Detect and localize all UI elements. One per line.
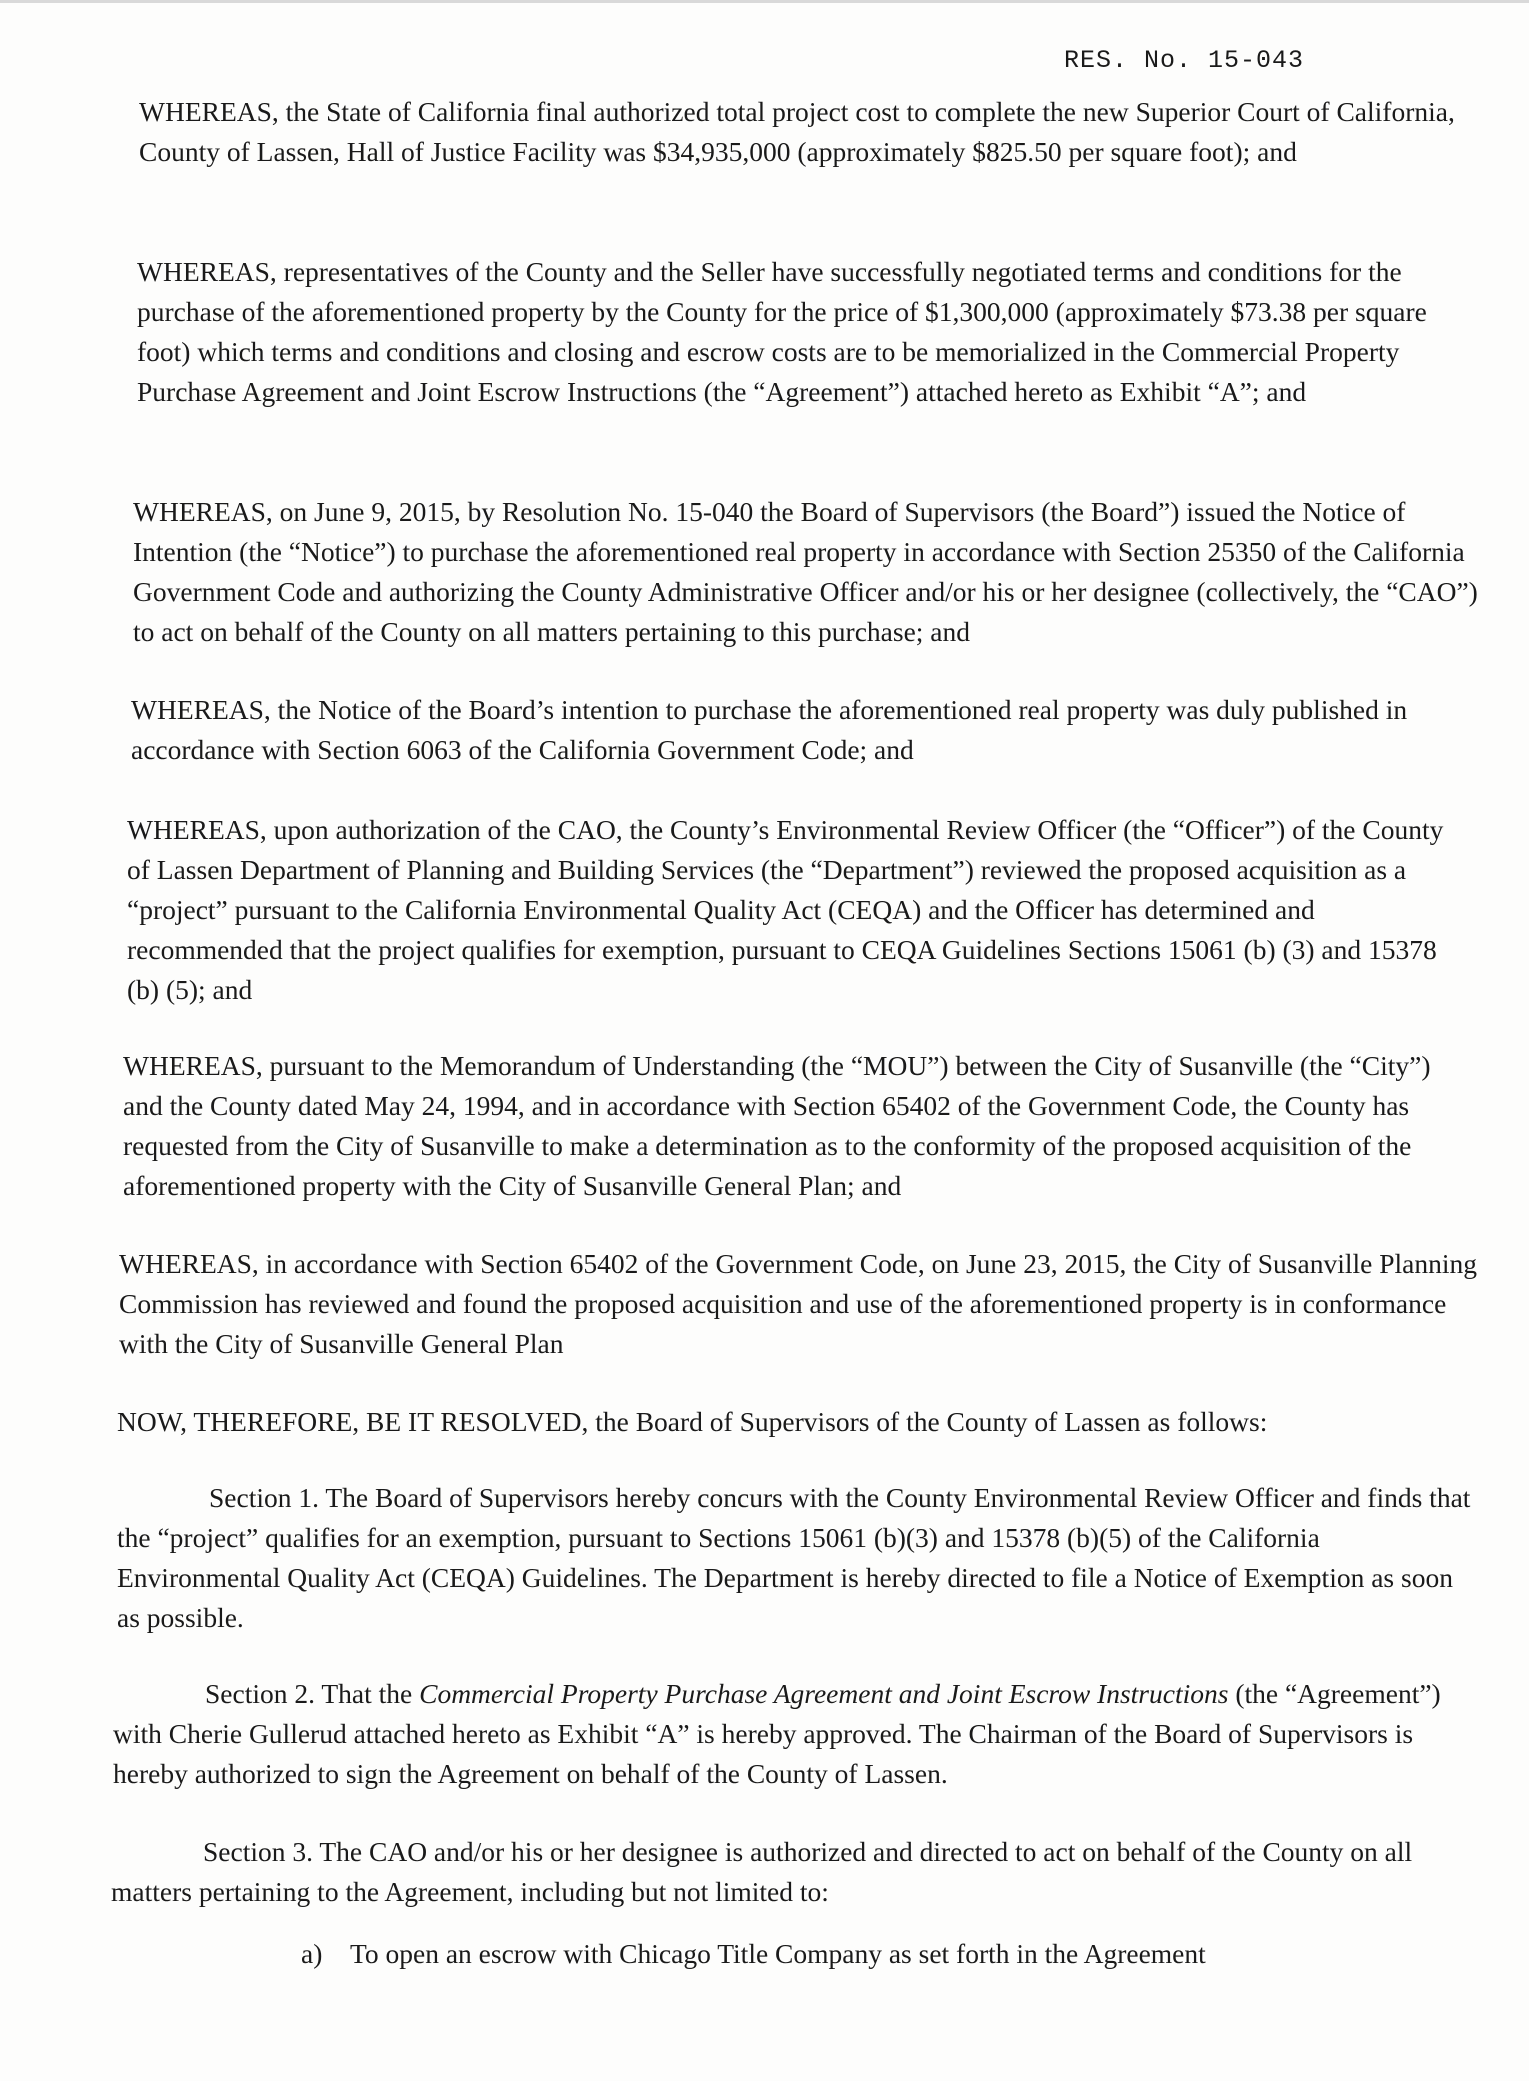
list-item-marker: a) xyxy=(301,1938,323,1969)
whereas-mou-conformity: WHEREAS, pursuant to the Memorandum of Understanding (the “MOU”) between the City of Susanville (the “City”) and the County dated May 24, 1994, and in accordance with Section 65402 of the Government Code, the County has requested from the City of Susanville to make a determination as to the conformity of the proposed acquisition of the aforementioned property with the City of Susanville General Plan; and xyxy=(123,1050,1431,1201)
list-item xyxy=(301,1934,1341,1974)
list-item-text: To open an escrow with Chicago Title Company as set forth in the Agreement xyxy=(350,1938,1206,1969)
whereas-notice-published: WHEREAS, the Notice of the Board’s intention to purchase the aforementioned real property was duly published in accordance with Section 6063 of the California Government Code; and xyxy=(131,694,1408,765)
resolution-number: RES. No. 15-043 xyxy=(1064,46,1305,75)
section-2-body: (the “Agreement”) with Cherie Gullerud attached hereto as Exhibit “A” is hereby approved. The Chairman of the Board of Supervisors is hereby authorized to sign the Agreement on behalf of the County of Lassen. xyxy=(113,1678,1441,1789)
section-1: Section 1. The Board of Supervisors hereby concurs with the County Environmental Review Officer and finds that the “project” qualifies for an exemption, pursuant to Sections 15061 (b)(3) and 15378 (b)(5) of the California Environmental Quality Act (CEQA) Guidelines. The Department is hereby directed to file a Notice of Exemption as soon as possible. xyxy=(117,1482,1471,1633)
whereas-planning-commission: WHEREAS, in accordance with Section 65402 of the Government Code, on June 23, 2015, the City of Susanville Planning Commission has reviewed and found the proposed acquisition and use of the aforementioned property is in conformance with the City of Susanville General Plan xyxy=(119,1248,1477,1359)
whereas-project-cost: WHEREAS, the State of California final authorized total project cost to complete the new Superior Court of California, County of Lassen, Hall of Justice Facility was $34,935,000 (approximately $825.50 per square foot); and xyxy=(139,96,1455,167)
section-2 xyxy=(113,1674,1473,1794)
now-therefore-resolved: NOW, THEREFORE, BE IT RESOLVED, the Board of Supervisors of the County of Lassen as follows: xyxy=(117,1406,1268,1437)
whereas-ceqa-review: WHEREAS, upon authorization of the CAO, the County’s Environmental Review Officer (the “Officer”) of the County of Lassen Department of Planning and Building Services (the “Department”) reviewed the proposed acquisition as a “project” pursuant to the California Environmental Quality Act (CEQA) and the Officer has determined and recommended that the project qualifies for exemption, pursuant to CEQA Guidelines Sections 15061 (b) (3) and 15378 (b) (5); and xyxy=(127,814,1444,1005)
whereas-notice-of-intention: WHEREAS, on June 9, 2015, by Resolution No. 15-040 the Board of Supervisors (the Board”) issued the Notice of Intention (the “Notice”) to purchase the aforementioned real property in accordance with Section 25350 of the California Government Code and authorizing the County Administrative Officer and/or his or her designee (collectively, the “CAO”) to act on behalf of the County on all matters pertaining to this purchase; and xyxy=(133,496,1478,647)
section-3: Section 3. The CAO and/or his or her designee is authorized and directed to act on behalf of the County on all matters pertaining to the Agreement, including but not limited to: xyxy=(111,1836,1413,1907)
scan-edge xyxy=(0,0,1529,3)
whereas-negotiated-terms: WHEREAS, representatives of the County and the Seller have successfully negotiated terms and conditions for the purchase of the aforementioned property by the County for the price of $1,300,000 (approximately $73.38 per square foot) which terms and conditions and closing and escrow costs are to be memorialized in the Commercial Property Purchase Agreement and Joint Escrow Instructions (the “Agreement”) attached hereto as Exhibit “A”; and xyxy=(137,256,1427,407)
section-2-agreement-title: Commercial Property Purchase Agreement and Joint Escrow Instructions xyxy=(419,1678,1229,1709)
section-2-lead: Section 2. That the xyxy=(205,1678,420,1709)
